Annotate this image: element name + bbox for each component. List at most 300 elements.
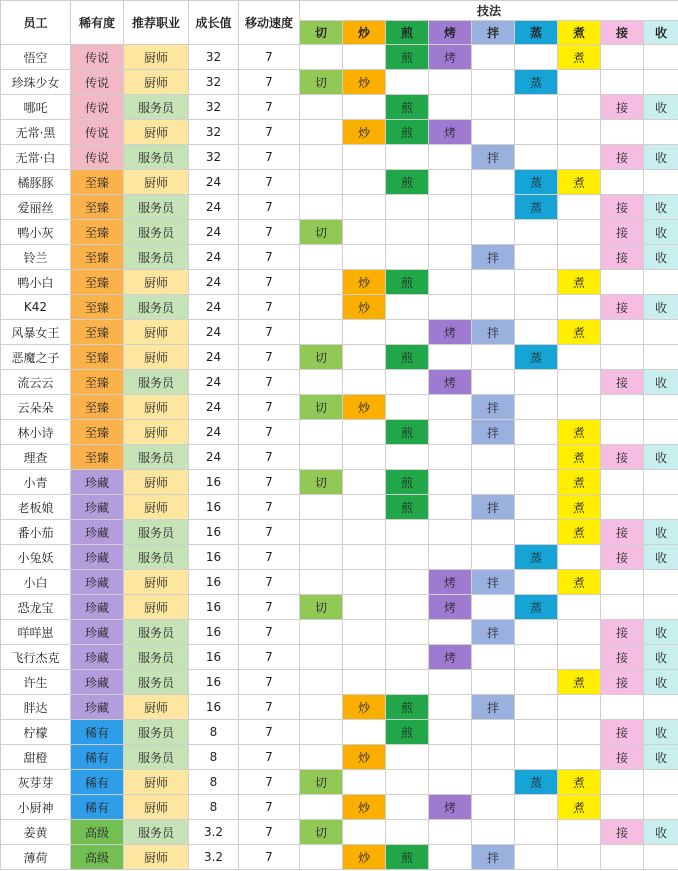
skill-cell xyxy=(472,745,515,770)
skill-cell xyxy=(472,95,515,120)
skill-cell: 煎 xyxy=(386,170,429,195)
skill-cell xyxy=(300,620,343,645)
job-cell: 服务员 xyxy=(124,745,189,770)
speed-cell: 7 xyxy=(239,545,300,570)
job-cell: 服务员 xyxy=(124,95,189,120)
skill-cell xyxy=(300,795,343,820)
skill-cell: 烤 xyxy=(429,120,472,145)
skill-cell xyxy=(343,95,386,120)
employee-name-cell: 飞行杰克 xyxy=(1,645,71,670)
skill-cell xyxy=(300,745,343,770)
speed-cell: 7 xyxy=(239,620,300,645)
table-row xyxy=(1,245,678,270)
growth-cell: 8 xyxy=(189,795,239,820)
skill-cell xyxy=(429,70,472,95)
skill-cell xyxy=(300,570,343,595)
speed-cell: 7 xyxy=(239,120,300,145)
skill-cell xyxy=(343,720,386,745)
skill-cell xyxy=(644,795,678,820)
skill-cell xyxy=(515,95,558,120)
rarity-cell: 传说 xyxy=(71,70,124,95)
skill-cell xyxy=(300,520,343,545)
job-cell: 厨师 xyxy=(124,495,189,520)
employee-name-cell: 老板娘 xyxy=(1,495,71,520)
speed-cell: 7 xyxy=(239,470,300,495)
job-cell: 厨师 xyxy=(124,470,189,495)
job-cell: 厨师 xyxy=(124,120,189,145)
job-cell: 厨师 xyxy=(124,420,189,445)
rarity-cell: 传说 xyxy=(71,45,124,70)
job-cell: 厨师 xyxy=(124,595,189,620)
job-cell: 服务员 xyxy=(124,620,189,645)
skill-cell xyxy=(300,320,343,345)
speed-cell: 7 xyxy=(239,70,300,95)
job-cell: 服务员 xyxy=(124,145,189,170)
growth-cell: 32 xyxy=(189,95,239,120)
header-skill: 煎 xyxy=(386,21,429,45)
skill-cell xyxy=(343,645,386,670)
skill-cell xyxy=(429,670,472,695)
skill-cell xyxy=(558,545,601,570)
skill-cell xyxy=(429,270,472,295)
skill-cell xyxy=(472,645,515,670)
skill-cell xyxy=(343,445,386,470)
skill-cell xyxy=(429,420,472,445)
skill-cell: 煮 xyxy=(558,770,601,795)
employee-name-cell: 流云云 xyxy=(1,370,71,395)
rarity-cell: 至臻 xyxy=(71,220,124,245)
skill-cell: 煎 xyxy=(386,420,429,445)
skill-cell xyxy=(601,70,644,95)
skill-cell xyxy=(429,245,472,270)
job-cell: 厨师 xyxy=(124,695,189,720)
skill-cell: 接 xyxy=(601,620,644,645)
skill-cell: 煮 xyxy=(558,670,601,695)
skill-cell xyxy=(644,45,678,70)
skill-cell: 煮 xyxy=(558,470,601,495)
skill-cell xyxy=(472,795,515,820)
skill-cell: 烤 xyxy=(429,320,472,345)
table-row xyxy=(1,670,678,695)
skill-cell: 收 xyxy=(644,295,678,320)
header-job: 推荐职业 xyxy=(124,1,189,45)
growth-cell: 24 xyxy=(189,295,239,320)
skill-cell xyxy=(343,320,386,345)
skill-cell: 收 xyxy=(644,620,678,645)
speed-cell: 7 xyxy=(239,95,300,120)
table-row xyxy=(1,420,678,445)
employee-name-cell: 薄荷 xyxy=(1,845,71,870)
skill-cell: 蒸 xyxy=(515,170,558,195)
skill-cell: 煮 xyxy=(558,320,601,345)
skill-cell xyxy=(515,370,558,395)
rarity-cell: 稀有 xyxy=(71,720,124,745)
speed-cell: 7 xyxy=(239,145,300,170)
table-row xyxy=(1,820,678,845)
growth-cell: 32 xyxy=(189,70,239,95)
skill-cell xyxy=(472,170,515,195)
skill-cell xyxy=(429,195,472,220)
table-row xyxy=(1,720,678,745)
skill-cell xyxy=(558,95,601,120)
skill-cell: 接 xyxy=(601,295,644,320)
rarity-cell: 至臻 xyxy=(71,195,124,220)
skill-cell xyxy=(343,45,386,70)
skill-cell xyxy=(558,345,601,370)
skill-cell xyxy=(472,770,515,795)
skill-cell xyxy=(386,220,429,245)
skill-cell xyxy=(601,695,644,720)
rarity-cell: 高级 xyxy=(71,820,124,845)
skill-cell xyxy=(644,270,678,295)
growth-cell: 24 xyxy=(189,170,239,195)
skill-cell xyxy=(515,795,558,820)
skill-cell xyxy=(558,695,601,720)
growth-cell: 3.2 xyxy=(189,820,239,845)
header-skill: 切 xyxy=(300,21,343,45)
skill-cell xyxy=(429,345,472,370)
skill-cell: 煎 xyxy=(386,270,429,295)
skill-cell xyxy=(386,295,429,320)
skill-cell xyxy=(601,270,644,295)
skill-cell xyxy=(601,170,644,195)
skill-cell xyxy=(300,245,343,270)
skill-cell xyxy=(386,370,429,395)
skill-cell xyxy=(343,370,386,395)
table-row xyxy=(1,645,678,670)
skill-cell xyxy=(601,345,644,370)
skill-cell xyxy=(386,645,429,670)
rarity-cell: 珍藏 xyxy=(71,520,124,545)
header-skill: 蒸 xyxy=(515,21,558,45)
skill-cell xyxy=(386,570,429,595)
skill-cell xyxy=(644,495,678,520)
table-row xyxy=(1,495,678,520)
growth-cell: 24 xyxy=(189,420,239,445)
employee-name-cell: 恐龙宝 xyxy=(1,595,71,620)
table-row xyxy=(1,120,678,145)
skill-cell xyxy=(343,420,386,445)
skill-cell xyxy=(515,420,558,445)
skill-cell: 炒 xyxy=(343,70,386,95)
skill-cell xyxy=(558,620,601,645)
skill-cell xyxy=(558,195,601,220)
employee-name-cell: 灰芽芽 xyxy=(1,770,71,795)
skill-cell: 切 xyxy=(300,220,343,245)
rarity-cell: 稀有 xyxy=(71,745,124,770)
employee-name-cell: 胖达 xyxy=(1,695,71,720)
skill-cell: 拌 xyxy=(472,570,515,595)
skill-cell: 收 xyxy=(644,670,678,695)
skill-cell xyxy=(386,770,429,795)
job-cell: 服务员 xyxy=(124,295,189,320)
skill-cell: 接 xyxy=(601,95,644,120)
skill-cell xyxy=(386,70,429,95)
employee-name-cell: 云朵朵 xyxy=(1,395,71,420)
rarity-cell: 至臻 xyxy=(71,270,124,295)
skill-cell xyxy=(558,395,601,420)
skill-cell xyxy=(515,220,558,245)
speed-cell: 7 xyxy=(239,670,300,695)
skill-cell xyxy=(472,445,515,470)
table-row xyxy=(1,595,678,620)
skill-cell xyxy=(429,520,472,545)
skill-cell xyxy=(429,395,472,420)
table-row xyxy=(1,395,678,420)
skill-cell: 收 xyxy=(644,645,678,670)
rarity-cell: 珍藏 xyxy=(71,470,124,495)
table-row xyxy=(1,770,678,795)
job-cell: 服务员 xyxy=(124,195,189,220)
header-speed: 移动速度 xyxy=(239,1,300,45)
skill-cell xyxy=(300,120,343,145)
growth-cell: 24 xyxy=(189,370,239,395)
header-skill: 煮 xyxy=(558,21,601,45)
job-cell: 厨师 xyxy=(124,570,189,595)
skill-cell xyxy=(644,70,678,95)
skill-cell: 煎 xyxy=(386,120,429,145)
skill-cell xyxy=(386,395,429,420)
skill-cell: 切 xyxy=(300,470,343,495)
rarity-cell: 珍藏 xyxy=(71,570,124,595)
skill-cell xyxy=(429,745,472,770)
skill-cell xyxy=(343,520,386,545)
job-cell: 厨师 xyxy=(124,270,189,295)
skill-cell xyxy=(386,195,429,220)
skill-cell: 接 xyxy=(601,720,644,745)
speed-cell: 7 xyxy=(239,795,300,820)
skill-cell: 炒 xyxy=(343,270,386,295)
skill-cell: 蒸 xyxy=(515,545,558,570)
skill-cell: 烤 xyxy=(429,645,472,670)
skill-cell xyxy=(472,670,515,695)
employee-name-cell: 无常·黑 xyxy=(1,120,71,145)
skill-cell xyxy=(343,220,386,245)
skill-cell xyxy=(343,770,386,795)
speed-cell: 7 xyxy=(239,520,300,545)
skill-cell xyxy=(343,245,386,270)
skill-cell: 接 xyxy=(601,520,644,545)
table-row xyxy=(1,370,678,395)
job-cell: 服务员 xyxy=(124,545,189,570)
skill-cell: 煮 xyxy=(558,420,601,445)
job-cell: 厨师 xyxy=(124,795,189,820)
skill-cell xyxy=(601,770,644,795)
skill-cell xyxy=(429,170,472,195)
growth-cell: 16 xyxy=(189,620,239,645)
rarity-cell: 至臻 xyxy=(71,395,124,420)
table-row xyxy=(1,445,678,470)
skill-cell xyxy=(300,145,343,170)
skill-cell: 煮 xyxy=(558,570,601,595)
employee-name-cell: 小厨神 xyxy=(1,795,71,820)
skill-cell xyxy=(300,845,343,870)
rarity-cell: 至臻 xyxy=(71,245,124,270)
table-row xyxy=(1,620,678,645)
skill-cell xyxy=(300,370,343,395)
skill-cell: 蒸 xyxy=(515,770,558,795)
skill-cell xyxy=(644,595,678,620)
skill-cell: 炒 xyxy=(343,295,386,320)
skill-cell xyxy=(343,570,386,595)
skill-cell: 切 xyxy=(300,70,343,95)
skill-cell xyxy=(601,795,644,820)
skill-cell: 拌 xyxy=(472,245,515,270)
skill-cell xyxy=(343,195,386,220)
header-growth: 成长值 xyxy=(189,1,239,45)
rarity-cell: 珍藏 xyxy=(71,695,124,720)
employee-name-cell: 小白 xyxy=(1,570,71,595)
skill-cell xyxy=(300,645,343,670)
header-skills: 技法 xyxy=(300,1,678,21)
growth-cell: 16 xyxy=(189,670,239,695)
skill-cell xyxy=(558,370,601,395)
rarity-cell: 珍藏 xyxy=(71,670,124,695)
speed-cell: 7 xyxy=(239,345,300,370)
employee-name-cell: 甜橙 xyxy=(1,745,71,770)
skill-cell xyxy=(558,70,601,95)
skill-cell xyxy=(515,470,558,495)
skill-cell xyxy=(601,845,644,870)
speed-cell: 7 xyxy=(239,495,300,520)
skill-cell: 蒸 xyxy=(515,70,558,95)
skill-cell xyxy=(429,695,472,720)
skill-cell xyxy=(386,445,429,470)
skill-cell: 煎 xyxy=(386,45,429,70)
skill-cell xyxy=(429,820,472,845)
skill-cell: 烤 xyxy=(429,795,472,820)
skill-cell: 切 xyxy=(300,820,343,845)
rarity-cell: 珍藏 xyxy=(71,620,124,645)
skill-cell xyxy=(343,145,386,170)
job-cell: 服务员 xyxy=(124,220,189,245)
skill-cell xyxy=(429,220,472,245)
job-cell: 服务员 xyxy=(124,520,189,545)
speed-cell: 7 xyxy=(239,820,300,845)
table-row xyxy=(1,95,678,120)
skill-cell: 接 xyxy=(601,370,644,395)
skill-cell xyxy=(515,820,558,845)
skill-cell xyxy=(343,470,386,495)
job-cell: 服务员 xyxy=(124,245,189,270)
growth-cell: 32 xyxy=(189,45,239,70)
skill-cell: 接 xyxy=(601,670,644,695)
skill-cell xyxy=(515,320,558,345)
speed-cell: 7 xyxy=(239,770,300,795)
skill-cell xyxy=(429,545,472,570)
skill-cell xyxy=(472,545,515,570)
skill-cell xyxy=(472,295,515,320)
job-cell: 厨师 xyxy=(124,70,189,95)
table-row xyxy=(1,170,678,195)
speed-cell: 7 xyxy=(239,320,300,345)
skill-cell: 烤 xyxy=(429,595,472,620)
skill-cell xyxy=(472,45,515,70)
table-row xyxy=(1,70,678,95)
growth-cell: 16 xyxy=(189,520,239,545)
growth-cell: 16 xyxy=(189,545,239,570)
skill-cell xyxy=(343,170,386,195)
table-row xyxy=(1,520,678,545)
skill-cell: 煮 xyxy=(558,45,601,70)
skill-cell xyxy=(386,795,429,820)
growth-cell: 32 xyxy=(189,120,239,145)
skill-cell xyxy=(300,95,343,120)
skill-cell: 煎 xyxy=(386,470,429,495)
speed-cell: 7 xyxy=(239,595,300,620)
skill-cell xyxy=(515,645,558,670)
skill-cell: 炒 xyxy=(343,395,386,420)
speed-cell: 7 xyxy=(239,195,300,220)
skill-cell xyxy=(644,345,678,370)
growth-cell: 16 xyxy=(189,495,239,520)
employee-name-cell: 珍珠少女 xyxy=(1,70,71,95)
employee-name-cell: 理查 xyxy=(1,445,71,470)
header-rarity: 稀有度 xyxy=(71,1,124,45)
employee-name-cell: 无常·白 xyxy=(1,145,71,170)
skill-cell xyxy=(300,720,343,745)
skill-cell: 切 xyxy=(300,770,343,795)
skill-cell: 蒸 xyxy=(515,345,558,370)
skill-cell xyxy=(343,495,386,520)
skill-cell: 煎 xyxy=(386,695,429,720)
rarity-cell: 至臻 xyxy=(71,170,124,195)
skill-cell xyxy=(343,545,386,570)
skill-cell: 煎 xyxy=(386,845,429,870)
skill-cell: 收 xyxy=(644,195,678,220)
skill-cell xyxy=(429,495,472,520)
rarity-cell: 至臻 xyxy=(71,345,124,370)
employee-name-cell: 鸭小灰 xyxy=(1,220,71,245)
skill-cell: 炒 xyxy=(343,695,386,720)
skill-cell: 接 xyxy=(601,445,644,470)
skill-cell xyxy=(644,420,678,445)
skill-cell xyxy=(300,45,343,70)
skill-cell xyxy=(386,245,429,270)
skill-cell xyxy=(343,345,386,370)
speed-cell: 7 xyxy=(239,445,300,470)
speed-cell: 7 xyxy=(239,220,300,245)
skill-cell: 接 xyxy=(601,745,644,770)
skill-cell: 蒸 xyxy=(515,595,558,620)
speed-cell: 7 xyxy=(239,395,300,420)
skill-cell xyxy=(644,170,678,195)
speed-cell: 7 xyxy=(239,695,300,720)
rarity-cell: 传说 xyxy=(71,120,124,145)
skill-cell: 煮 xyxy=(558,170,601,195)
skill-cell xyxy=(515,670,558,695)
skill-cell: 拌 xyxy=(472,145,515,170)
table-row xyxy=(1,320,678,345)
employee-name-cell: 风暴女王 xyxy=(1,320,71,345)
table-row xyxy=(1,545,678,570)
skill-cell: 炒 xyxy=(343,795,386,820)
employee-name-cell: 咩咩崽 xyxy=(1,620,71,645)
skill-cell xyxy=(386,320,429,345)
skill-cell xyxy=(429,845,472,870)
speed-cell: 7 xyxy=(239,270,300,295)
skill-cell xyxy=(472,370,515,395)
skill-cell xyxy=(472,120,515,145)
skill-cell xyxy=(558,120,601,145)
skill-cell: 接 xyxy=(601,245,644,270)
skill-cell: 切 xyxy=(300,345,343,370)
growth-cell: 24 xyxy=(189,270,239,295)
job-cell: 服务员 xyxy=(124,670,189,695)
skill-cell xyxy=(515,520,558,545)
skill-cell xyxy=(601,420,644,445)
skill-cell xyxy=(515,245,558,270)
